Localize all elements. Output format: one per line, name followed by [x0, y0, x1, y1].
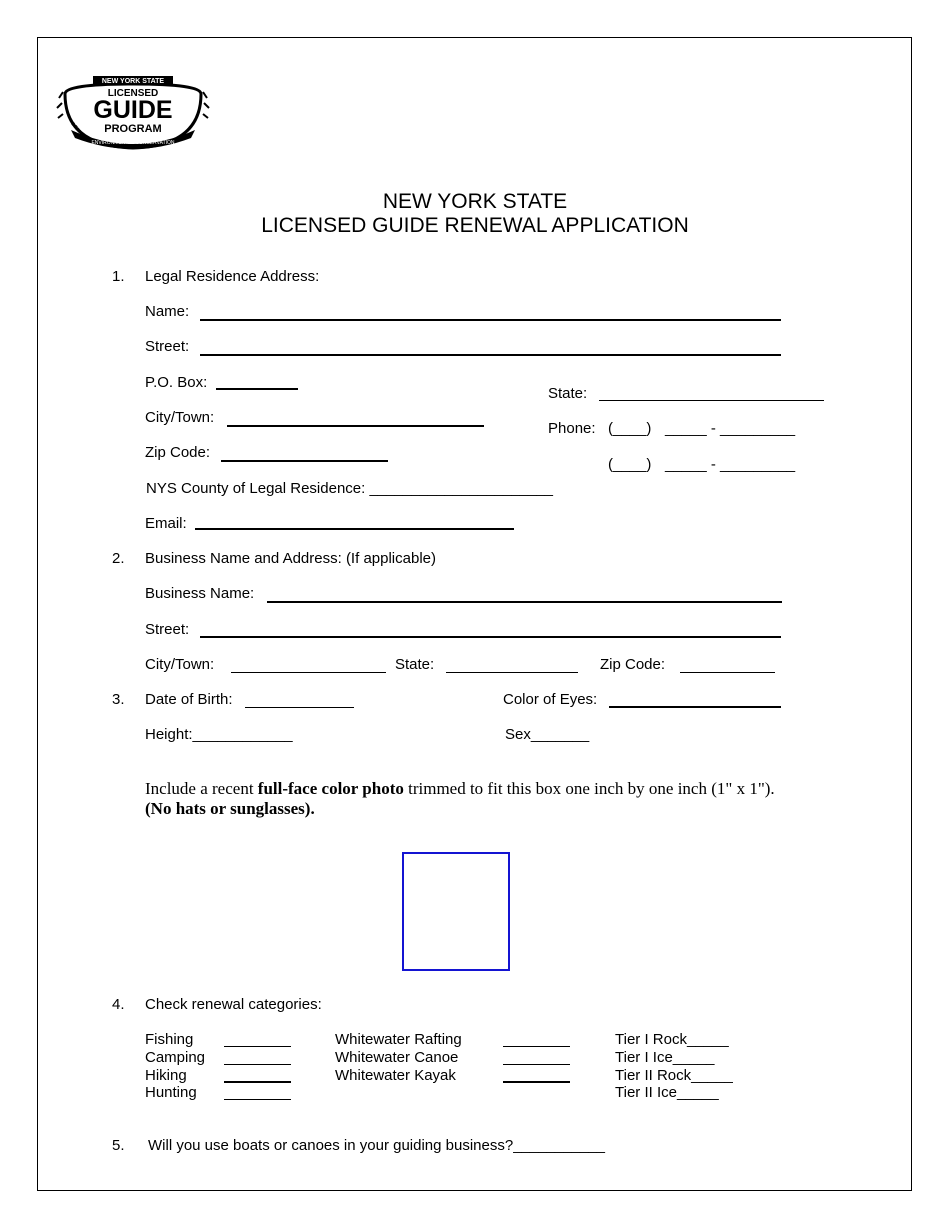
city-label: City/Town:	[145, 409, 215, 426]
category-fishing-field[interactable]	[224, 1046, 291, 1047]
logo-line3: PROGRAM	[104, 123, 162, 135]
business-state-label: State:	[395, 656, 435, 673]
email-label: Email:	[145, 515, 187, 532]
business-zip-label: Zip Code:	[600, 656, 666, 673]
business-city-field[interactable]	[231, 672, 386, 673]
business-name-label: Business Name:	[145, 585, 255, 602]
logo-top-text: NEW YORK STATE	[101, 78, 165, 85]
business-name-field[interactable]	[267, 601, 782, 603]
category-kayak-field[interactable]	[503, 1081, 570, 1083]
dob-field[interactable]	[245, 707, 354, 708]
photo-instructions: Include a recent full-face color photo trimmed to fit this box one inch by one inch (1" x 1").	[145, 779, 775, 798]
phone-label: Phone:	[548, 420, 596, 437]
section3-number: 3.	[112, 691, 125, 708]
category-canoe-field[interactable]	[503, 1064, 570, 1065]
category-hiking-label: Hiking	[145, 1067, 187, 1084]
business-street-label: Street:	[145, 621, 190, 638]
phone1-number-field[interactable]: _____ - _________	[665, 420, 796, 437]
county-label[interactable]: NYS County of Legal Residence: ______________________	[146, 480, 553, 497]
phone2-number-field[interactable]: _____ - _________	[665, 456, 796, 473]
dob-label: Date of Birth:	[145, 691, 233, 708]
category-rafting-field[interactable]	[503, 1046, 570, 1047]
business-state-field[interactable]	[446, 672, 578, 673]
phone2-area-field[interactable]: (____)	[608, 456, 652, 473]
category-rafting-label: Whitewater Rafting	[335, 1031, 462, 1048]
section5-number: 5.	[112, 1137, 125, 1154]
state-label: State:	[548, 385, 588, 402]
category-camping-label: Camping	[145, 1049, 206, 1066]
section1-heading: Legal Residence Address:	[145, 268, 320, 285]
logo-arc-bottom: ENVIRONMENTAL CONSERVATION	[91, 140, 175, 146]
category-canoe-label: Whitewater Canoe	[335, 1049, 459, 1066]
section2-heading: Business Name and Address: (If applicable)	[145, 550, 436, 567]
pobox-label: P.O. Box:	[145, 374, 208, 391]
eyes-field[interactable]	[609, 706, 781, 708]
name-field[interactable]	[200, 319, 781, 321]
section4-number: 4.	[112, 996, 125, 1013]
page-title-line2: LICENSED GUIDE RENEWAL APPLICATION	[261, 214, 689, 237]
category-camping-field[interactable]	[224, 1064, 291, 1065]
category-tier1-rock[interactable]: Tier I Rock_____	[615, 1031, 729, 1048]
business-city-label: City/Town:	[145, 656, 215, 673]
business-street-field[interactable]	[200, 636, 781, 638]
page-title-line1: NEW YORK STATE	[382, 190, 568, 213]
business-zip-field[interactable]	[680, 672, 775, 673]
eyes-label: Color of Eyes:	[503, 691, 598, 708]
pobox-field[interactable]	[216, 388, 298, 390]
email-field[interactable]	[195, 528, 514, 530]
state-field[interactable]	[599, 400, 824, 401]
category-kayak-label: Whitewater Kayak	[335, 1067, 456, 1084]
street-label: Street:	[145, 338, 190, 355]
logo-line2: GUIDE	[93, 96, 173, 124]
category-tier1-ice[interactable]: Tier I Ice_____	[615, 1049, 715, 1066]
name-label: Name:	[145, 303, 190, 320]
logo-arc-left: DEPT OF	[69, 121, 88, 142]
logo-line1: LICENSED	[107, 88, 159, 99]
category-tier2-ice[interactable]: Tier II Ice_____	[615, 1084, 719, 1101]
category-hiking-field[interactable]	[224, 1081, 291, 1083]
sex-field[interactable]: Sex_______	[505, 726, 590, 743]
category-hunting-field[interactable]	[224, 1099, 291, 1100]
zip-field[interactable]	[221, 460, 388, 462]
boats-question-field[interactable]: Will you use boats or canoes in your guiding business?___________	[148, 1137, 605, 1154]
photo-note: (No hats or sunglasses).	[145, 799, 315, 818]
licensed-guide-program-logo	[55, 74, 211, 150]
section1-number: 1.	[112, 268, 125, 285]
section4-heading: Check renewal categories:	[145, 996, 322, 1013]
category-fishing-label: Fishing	[145, 1031, 194, 1048]
phone1-area-field[interactable]: (____)	[608, 420, 652, 437]
category-hunting-label: Hunting	[145, 1084, 197, 1101]
street-field[interactable]	[200, 354, 781, 356]
height-field[interactable]: Height:____________	[145, 726, 293, 743]
zip-label: Zip Code:	[145, 444, 211, 461]
category-tier2-rock[interactable]: Tier II Rock_____	[615, 1067, 733, 1084]
city-field[interactable]	[227, 425, 484, 427]
photo-box[interactable]	[402, 852, 510, 971]
section2-number: 2.	[112, 550, 125, 567]
